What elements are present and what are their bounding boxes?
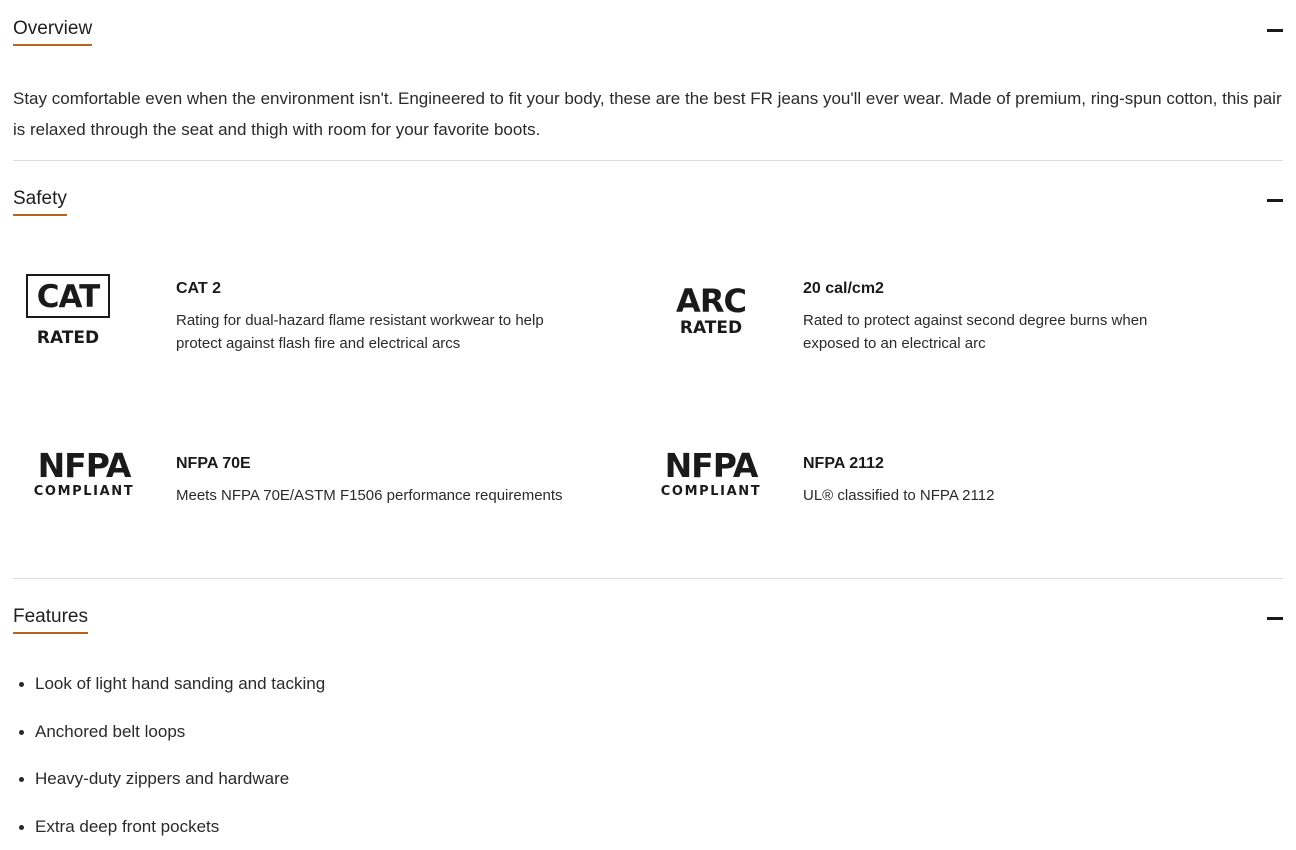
safety-item-title: NFPA 70E: [176, 455, 251, 472]
list-item: [13, 813, 325, 850]
arc-badge-sub: RATED: [679, 318, 743, 338]
safety-item-title: NFPA 2112: [803, 455, 884, 472]
overview-section: [13, 17, 1283, 47]
arc-badge-main: ARC: [676, 282, 746, 320]
cat-rated-badge-icon: [13, 278, 133, 368]
safety-item-nfpa-2112: [640, 446, 1240, 543]
bullet-icon: [19, 825, 24, 830]
safety-section: [13, 187, 1283, 217]
nfpa-compliant-badge-icon: [640, 446, 762, 543]
safety-title[interactable]: Safety: [13, 187, 67, 216]
safety-item-description: UL® classified to NFPA 2112: [803, 487, 995, 504]
section-divider: [13, 578, 1283, 579]
safety-item-description: Meets NFPA 70E/ASTM F1506 performance requirements: [176, 487, 563, 504]
safety-item-arc: [640, 278, 1240, 368]
overview-collapse-minus-icon[interactable]: [1267, 27, 1283, 37]
nfpa-badge-main: NFPA: [37, 446, 131, 485]
bullet-icon: [19, 777, 24, 782]
safety-collapse-minus-icon[interactable]: [1267, 197, 1283, 207]
list-item: [13, 718, 325, 766]
cat-badge-box: CAT: [26, 274, 110, 318]
safety-item-title: 20 cal/cm2: [803, 280, 884, 297]
features-list: [13, 670, 325, 850]
feature-text: Extra deep front pockets: [35, 816, 220, 836]
section-divider: [13, 160, 1283, 161]
features-section: [13, 605, 1283, 635]
feature-text: Heavy-duty zippers and hardware: [35, 769, 290, 788]
nfpa-compliant-badge-icon: [13, 446, 135, 543]
safety-item-cat: [13, 278, 613, 368]
feature-text: Anchored belt loops: [35, 721, 186, 741]
bullet-icon: [19, 730, 24, 735]
features-header[interactable]: [13, 605, 1283, 635]
safety-item-description: Rating for dual-hazard flame resistant workwear to help protect against flash fire and electrical arcs: [176, 312, 544, 352]
features-collapse-minus-icon[interactable]: [1267, 615, 1283, 625]
list-item: [13, 765, 325, 813]
cat-badge-sub: RATED: [36, 328, 100, 348]
nfpa-badge-sub: COMPLIANT: [660, 484, 762, 499]
list-item: [13, 670, 325, 718]
arc-rated-badge-icon: [640, 278, 760, 368]
bullet-icon: [19, 682, 24, 687]
safety-item-title: CAT 2: [176, 280, 222, 297]
safety-item-nfpa-70e: [13, 446, 613, 543]
safety-header[interactable]: [13, 187, 1283, 217]
safety-item-description: Rated to protect against second degree burns when exposed to an electrical arc: [803, 312, 1148, 352]
overview-description: Stay comfortable even when the environment isn't. Engineered to fit your body, these are the best FR jeans you'll ever wear. Made of premium, ring-spun cotton, this pair is relaxed through the seat and thigh with room for your favorite boots.: [13, 89, 1282, 139]
features-title[interactable]: Features: [13, 605, 88, 634]
overview-title[interactable]: Overview: [13, 17, 92, 46]
feature-text: Look of light hand sanding and tacking: [35, 674, 326, 693]
nfpa-badge-sub: COMPLIANT: [33, 484, 135, 499]
overview-header[interactable]: [13, 17, 1283, 47]
nfpa-badge-main: NFPA: [664, 446, 758, 485]
